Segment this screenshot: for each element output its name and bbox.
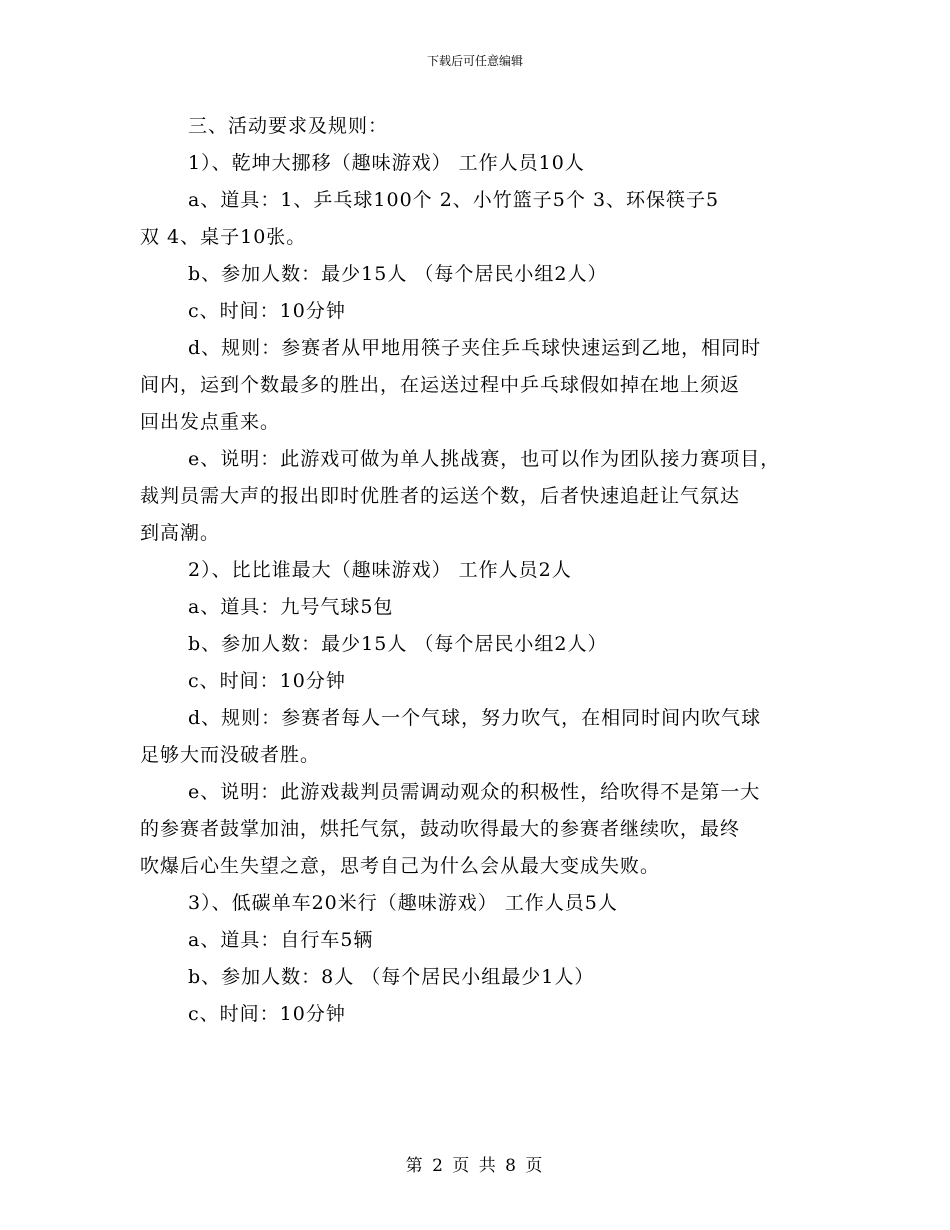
game-2-rules: d、规则：参赛者每人一个气球，努力吹气，在相同时间内吹气球	[188, 707, 762, 729]
game-2-notes-cont-1: 的参赛者鼓掌加油，烘托气氛，鼓动吹得最大的参赛者继续吹，最终	[140, 818, 741, 840]
game-1-title: 1）、乾坤大挪移（趣味游戏） 工作人员10人	[188, 152, 585, 174]
game-2-time: c、时间：10分钟	[188, 670, 346, 692]
game-2-rules-cont: 足够大而没破者胜。	[140, 744, 321, 766]
game-2-notes: e、说明：此游戏裁判员需调动观众的积极性，给吹得不是第一大	[188, 781, 761, 803]
game-1-rules-cont-2: 回出发点重来。	[140, 411, 281, 433]
game-1-time: c、时间：10分钟	[188, 300, 346, 322]
game-3-participants: b、参加人数：8人 （每个居民小组最少1人）	[188, 966, 595, 988]
game-1-props: a、道具：1、乒乓球100个 2、小竹篮子5个 3、环保筷子5	[188, 189, 720, 211]
game-2-participants: b、参加人数：最少15人 （每个居民小组2人）	[188, 633, 608, 655]
game-2-props: a、道具：九号气球5包	[188, 596, 394, 618]
game-1-participants: b、参加人数：最少15人 （每个居民小组2人）	[188, 263, 608, 285]
game-1-notes: e、说明：此游戏可做为单人挑战赛，也可以作为团队接力赛项目，	[188, 448, 781, 470]
page-header: 下载后可任意编辑	[426, 54, 523, 68]
game-2-notes-cont-2: 吹爆后心生失望之意，思考自己为什么会从最大变成失败。	[140, 855, 661, 877]
game-1-notes-cont-1: 裁判员需大声的报出即时优胜者的运送个数，后者快速追赶让气氛达	[140, 485, 741, 507]
game-3-time: c、时间：10分钟	[188, 1003, 346, 1025]
game-1-rules-cont-1: 间内，运到个数最多的胜出，在运送过程中乒乓球假如掉在地上须返	[140, 374, 741, 396]
page-number: 第 2 页 共 8 页	[405, 1156, 545, 1176]
section-heading: 三、活动要求及规则：	[188, 115, 389, 137]
game-3-props: a、道具：自行车5辆	[188, 929, 374, 951]
document-body	[140, 108, 820, 1033]
game-2-title: 2）、比比谁最大（趣味游戏） 工作人员2人	[188, 559, 572, 581]
game-3-title: 3）、低碳单车20米行（趣味游戏） 工作人员5人	[188, 892, 618, 914]
game-1-props-cont: 双 4、桌子10张。	[140, 226, 307, 248]
game-1-notes-cont-2: 到高潮。	[140, 522, 221, 544]
game-1-rules: d、规则：参赛者从甲地用筷子夹住乒乓球快速运到乙地，相同时	[188, 337, 762, 359]
